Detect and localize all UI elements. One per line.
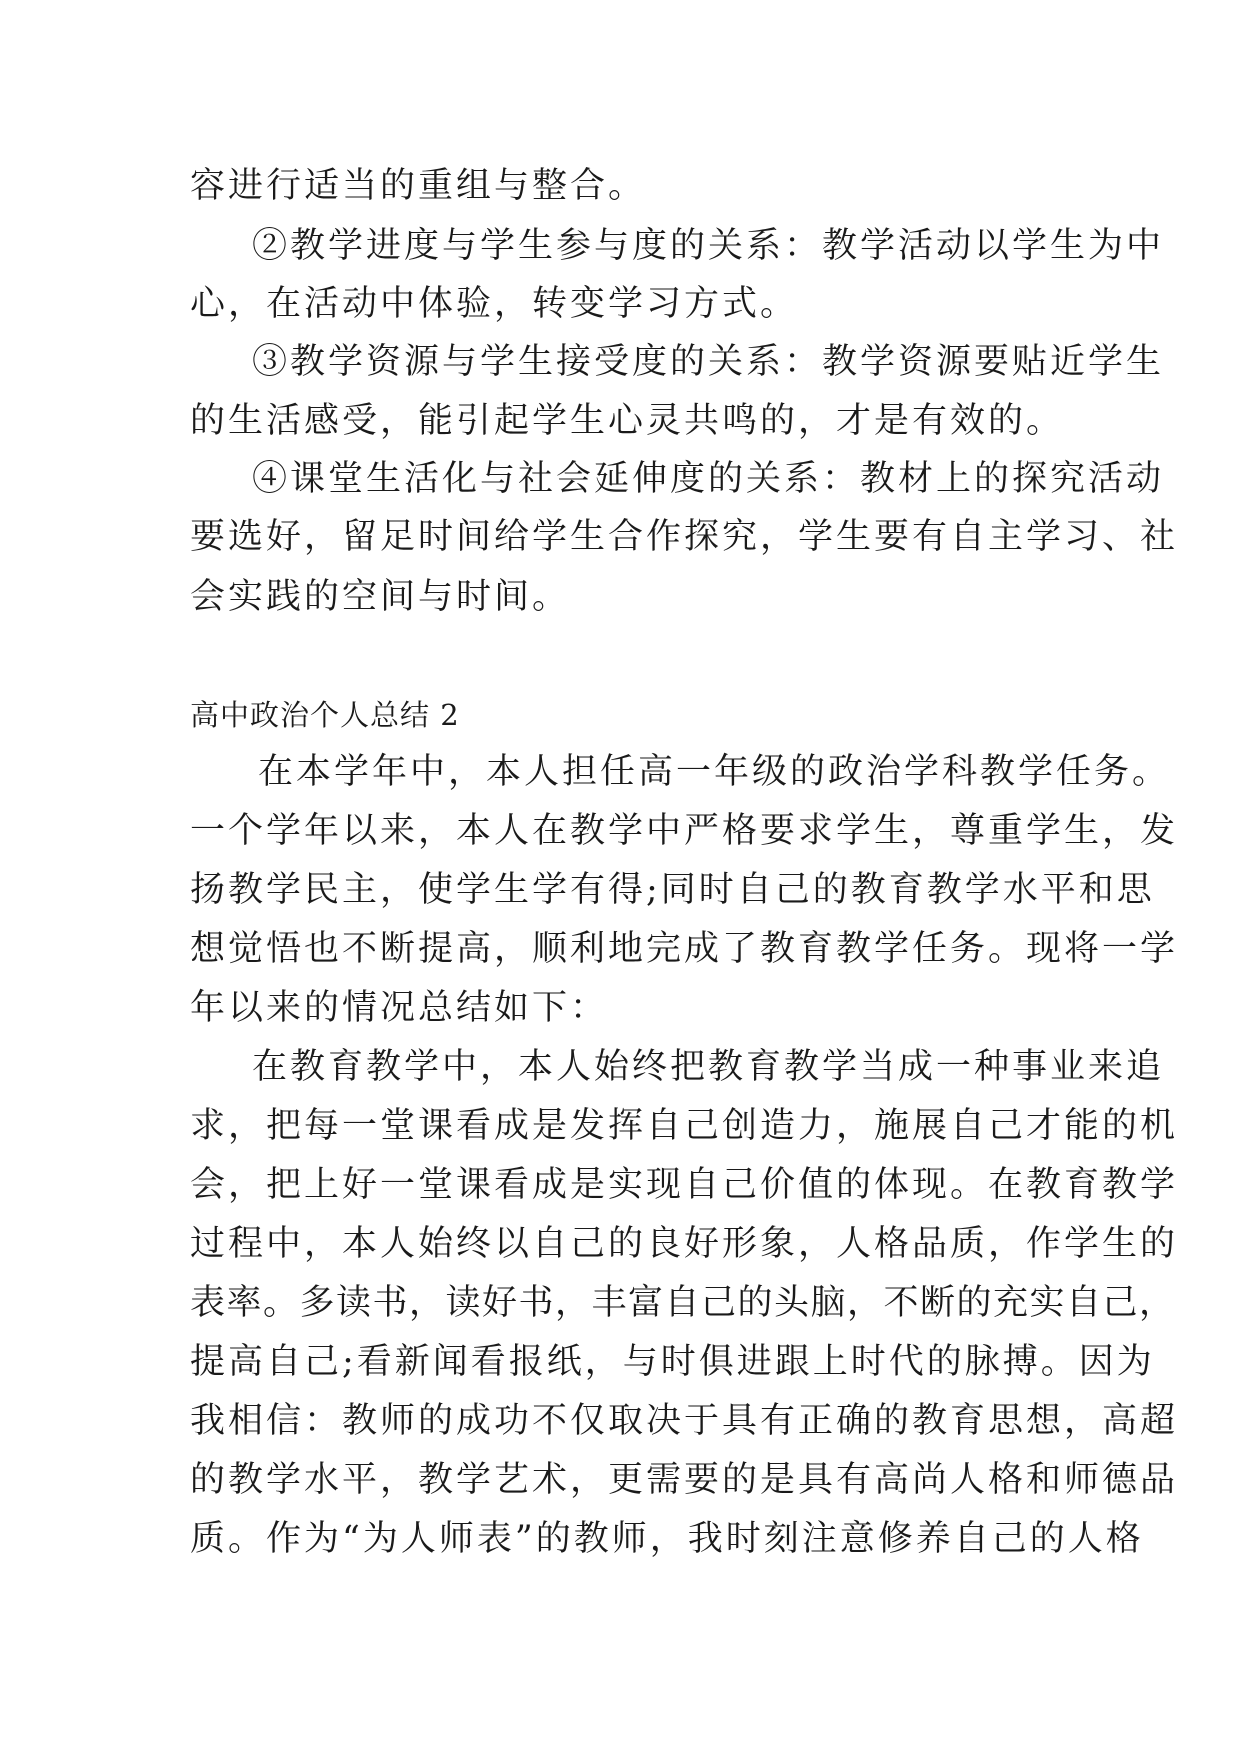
paragraph-line: 扬教学民主，使学生学有得;同时自己的教育教学水平和思 bbox=[190, 870, 1155, 910]
paragraph-line: 想觉悟也不断提高，顺利地完成了教育教学任务。现将一学 bbox=[190, 929, 1179, 969]
paragraph-line: 要选好，留足时间给学生合作探究，学生要有自主学习、社 bbox=[190, 517, 1179, 557]
paragraph-line: 一个学年以来，本人在教学中严格要求学生，尊重学生，发 bbox=[190, 811, 1179, 851]
paragraph-line: 在本学年中，本人担任高一年级的政治学科教学任务。 bbox=[258, 752, 1171, 792]
paragraph-line: ②教学进度与学生参与度的关系：教学活动以学生为中 bbox=[252, 226, 1165, 266]
paragraph-line: 会实践的空间与时间。 bbox=[190, 577, 571, 617]
paragraph-line: 的教学水平，教学艺术，更需要的是具有高尚人格和师德品 bbox=[190, 1460, 1179, 1500]
paragraph-line: 表率。多读书，读好书，丰富自己的头脑，不断的充实自己， bbox=[190, 1283, 1176, 1323]
paragraph-line: 容进行适当的重组与整合。 bbox=[190, 166, 647, 206]
paragraph-line: ④课堂生活化与社会延伸度的关系：教材上的探究活动 bbox=[252, 459, 1165, 499]
paragraph-line: 质。作为“为人师表”的教师，我时刻注意修养自己的人格 bbox=[190, 1519, 1144, 1559]
paragraph-line: 的生活感受，能引起学生心灵共鸣的，才是有效的。 bbox=[190, 401, 1065, 441]
paragraph-line: 心，在活动中体验，转变学习方式。 bbox=[190, 284, 799, 324]
paragraph-line: 提高自己;看新闻看报纸，与时俱进跟上时代的脉搏。因为 bbox=[190, 1342, 1155, 1382]
paragraph-line: 会，把上好一堂课看成是实现自己价值的体现。在教育教学 bbox=[190, 1165, 1179, 1205]
paragraph-line: ③教学资源与学生接受度的关系：教学资源要贴近学生 bbox=[252, 342, 1165, 382]
paragraph-line: 求，把每一堂课看成是发挥自己创造力，施展自己才能的机 bbox=[190, 1106, 1179, 1146]
section-heading: 高中政治个人总结 2 bbox=[190, 698, 460, 732]
paragraph-line: 我相信：教师的成功不仅取决于具有正确的教育思想，高超 bbox=[190, 1401, 1179, 1441]
paragraph-line: 年以来的情况总结如下： bbox=[190, 988, 609, 1028]
paragraph-line: 过程中，本人始终以自己的良好形象，人格品质，作学生的 bbox=[190, 1224, 1179, 1264]
paragraph-line: 在教育教学中，本人始终把教育教学当成一种事业来追 bbox=[252, 1047, 1165, 1087]
